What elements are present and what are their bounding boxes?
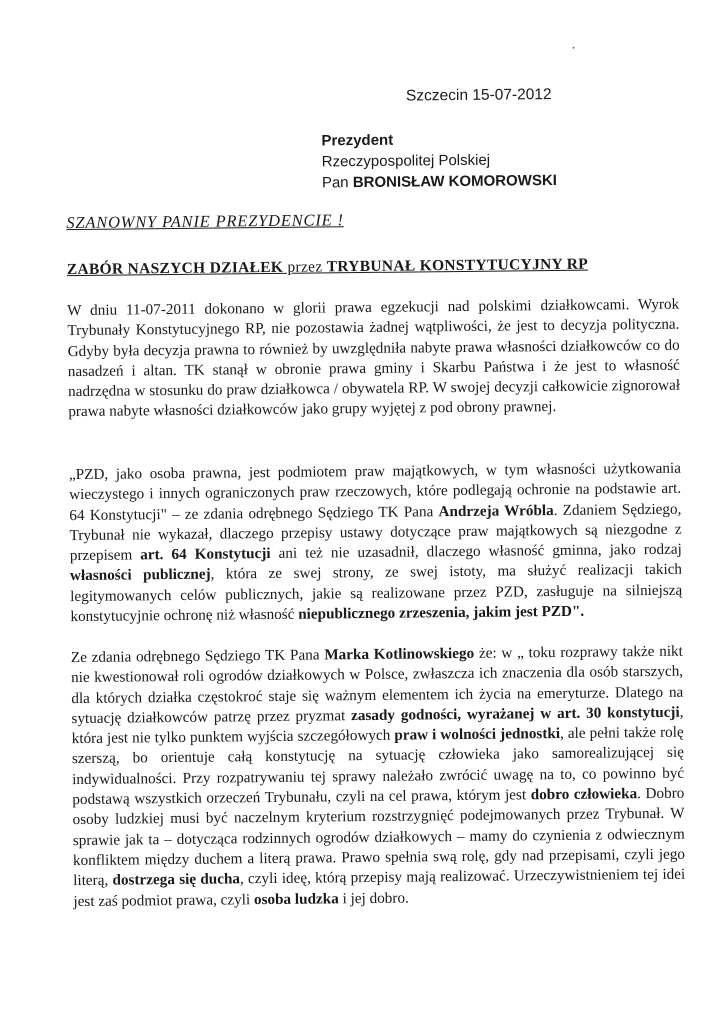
subject-line [67,256,588,279]
p2-bold-1: Andrzeja Wróbla [438,501,554,520]
recipient-name-line [322,170,557,193]
p2-text-2: . Zdaniem Sędziego, Trybunał nie wykazał, dlaczego przepisy ustawy dotyczące praw majątkowych są niezgodne z przepisem [69,500,682,565]
subject-part-2: przez [283,258,327,276]
salutation: SZANOWNY PANIE PREZYDENCIE ! [66,210,344,233]
p3-text-7: i jej dobro. [338,889,409,907]
scan-speck [573,47,575,49]
p2-bold-4: niepublicznego zrzeszenia, jakim jest PZD". [298,602,585,623]
p3-text-2: że: w „ toku rozprawy także nikt nie kwestionował roli ogrodów działkowych w Polsce, zwłaszcza ich znaczenia dla osób starszych, dla których działka częstokroć staje się ważnym elementem ich życia na emeryturze. Dlatego na sytuację działkowców patrzę przez pryzmat [70,642,684,727]
recipient-title: Prezydent [321,131,394,150]
recipient-address [321,128,557,193]
p2-bold-2: art. 64 Konstytucji [140,545,271,564]
recipient-prefix: Pan [321,174,353,192]
p2-text-4: , która ze swej strony, ze swej istoty, ma służyć realizacji takich legitymowanych celów publicznych, jakie są realizowane przez PZD, zasługuje na silniejszą konstytucyjnie ochronę niż własność [70,561,683,626]
p3-text-1: Ze zdania odrębnego Sędziego TK Pana [70,646,325,667]
p3-bold-6: osoba ludzka [253,889,339,908]
p3-text-4: , ale pełni także rolę szerszą, bo orientuje całą konstytucję na sytuację człowieka jako samorealizującej się indywidualności. Przy rozpatrywaniu tej sprawy należało zwrócić uwagę na to, co powinno być podstawą wszystkich orzeczeń Trybunału, czyli na cel prawa, którym jest [71,723,685,809]
p3-text-5: . Dobro osoby ludzkiej musi być naczelnym kryterium rozstrzygnięć podejmowanych przez Trybunał. W sprawie jak ta – dotycząca rodzinnych ogrodów działkowych – mamy do czynienia z odwiecznym konfliktem między duchem a literą prawa. Prawo spełnia swą rolę, gdy nad przepisami, czyli jego literą, [72,784,686,890]
p3-bold-1: Marka Kotlinowskiego [324,644,475,664]
p3-bold-5: dostrzega się ducha [112,870,241,889]
p2-text-3: ani też nie uzasadnił, dlaczego własność gminna, jako rodzaj [270,540,682,563]
p3-bold-3: praw i wolności jednostki [394,725,561,744]
place-date: Szczecin 15-07-2012 [405,86,552,105]
p3-bold-4: dobro człowieka [530,785,638,804]
p2-text-1: „PZD, jako osoba prawna, jest podmiotem praw majątkowych, w tym własności użytkowania wieczystego i innych ograniczonych praw rzeczowych, które podlegają ochronie na podstawie art. 64 Konstytucji" – ze zdania odrębnego Sędziego TK Pana [68,459,682,524]
paragraph-1: W dniu 11-07-2011 dokonano w glorii prawa egzekucji nad polskimi działkowcami. Wyrok Trybunały Konstytucyjnego RP, nie pozostawia żadnej wątpliwości, że jest to decyzja polityczna. Gdyby była decyzja prawna to również by uwzględniła nabyte prawa własności działkowców co do nasadzeń i altan. TK stanął w obronie prawa gminy i Skarbu Państwa i że jest to własność nadrzędna w stosunku do praw działkowca / obywatela RP. W swojej decyzji całkowicie zignorował prawa nabyte własności działkowców jako grupy wyjętej z pod obrony prawnej. [67,295,681,421]
subject-part-1: ZABÓR NASZYCH DZIAŁEK [66,258,284,279]
recipient-name: BRONISŁAW KOMOROWSKI [352,171,558,192]
paragraph-3 [71,642,686,912]
recipient-country: Rzeczypospolitej Polskiej [321,151,491,171]
paragraph-2 [69,459,683,628]
p2-bold-3: własności publicznej [69,566,211,585]
subject-part-3: TRYBUNAŁ KONSTYTUCYJNY RP [326,255,589,276]
p3-text-3: , która jest nie tylko punktem wyjścia szczegółowych [71,703,684,748]
p3-bold-2: zasady godności, wyrażanej w art. 30 konstytucji [351,703,680,725]
p3-text-6: , czyli ideę, którą przepisy mają realizować. Urzeczywistnieniem tej idei jest zaś podmiot prawa, czyli [73,865,686,910]
